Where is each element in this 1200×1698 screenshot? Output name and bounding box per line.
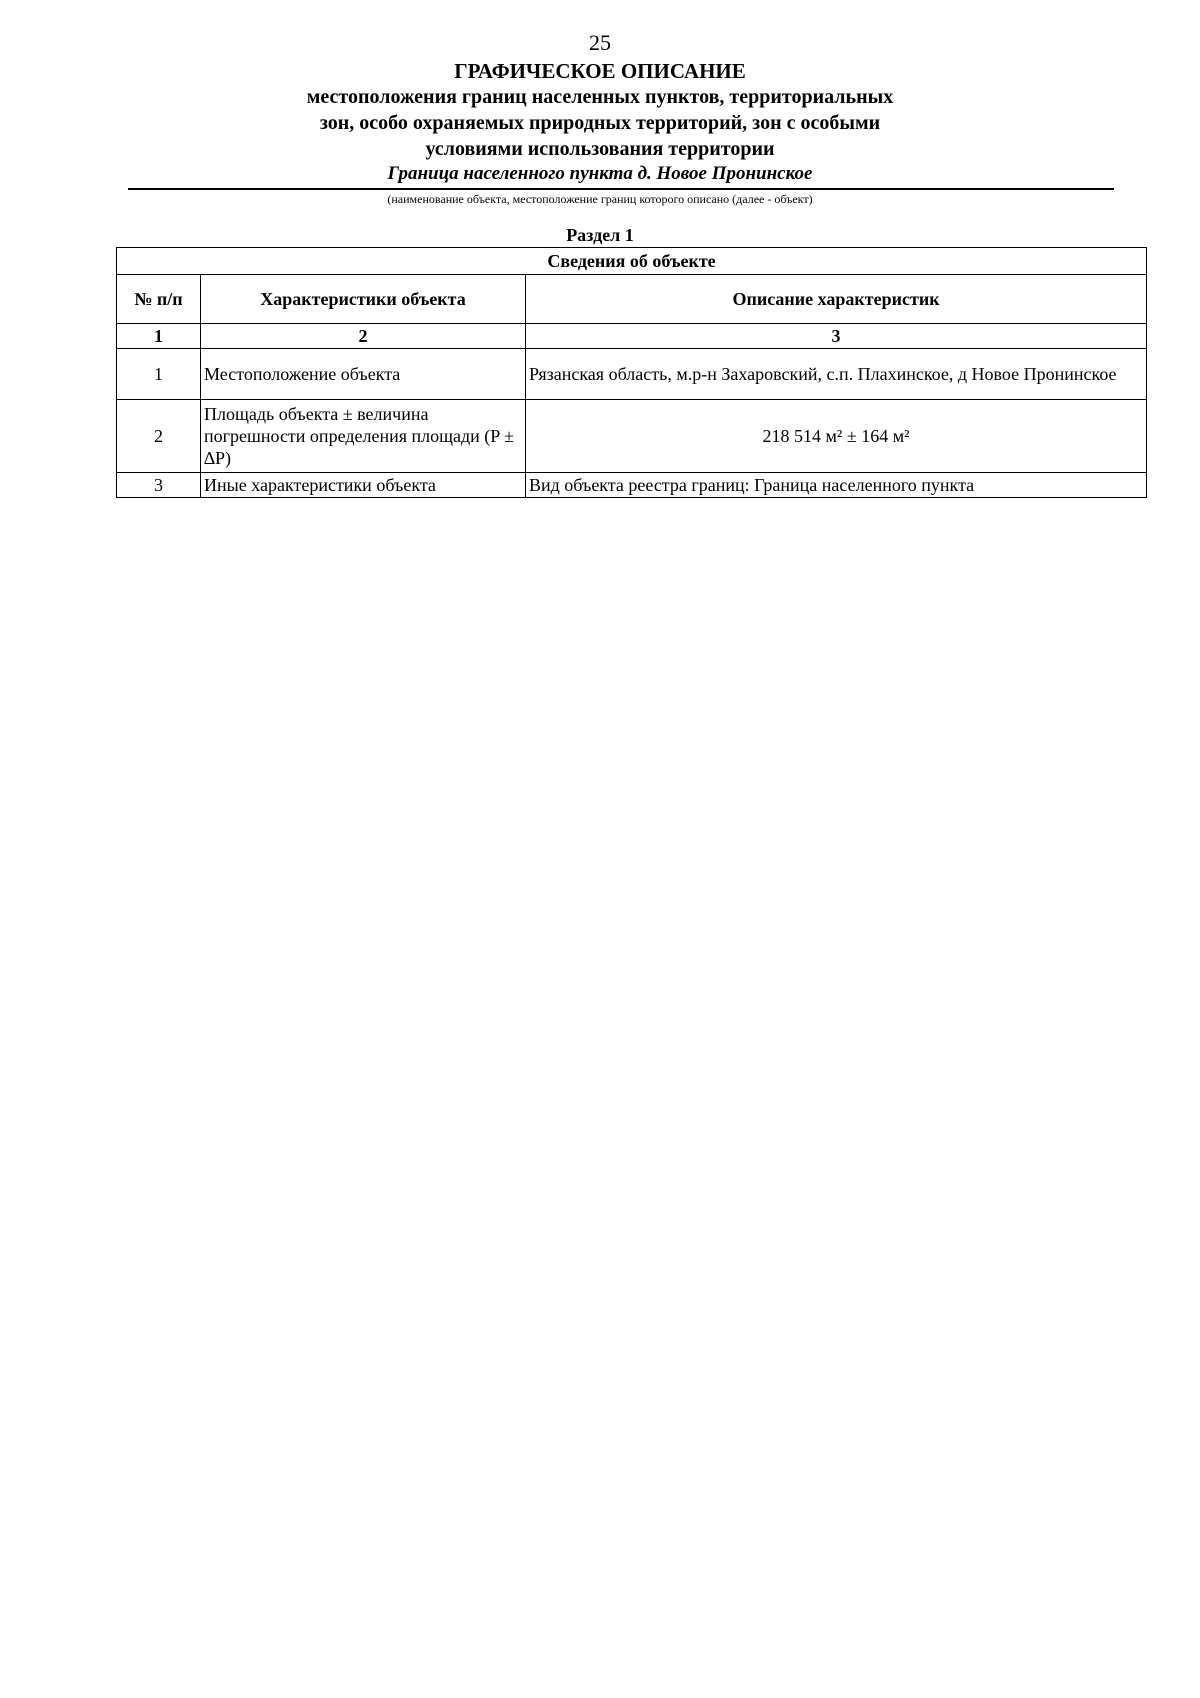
column-number: 1 <box>117 324 201 349</box>
page-number: 25 <box>589 30 611 55</box>
row-number: 3 <box>117 473 201 498</box>
document-subtitle-line: зон, особо охраняемых природных территорий, зон с особыми <box>319 112 881 134</box>
document-title: ГРАФИЧЕСКОЕ ОПИСАНИЕ <box>454 59 746 83</box>
row-description: Вид объекта реестра границ: Граница населенного пункта <box>526 473 1147 498</box>
object-info-table <box>116 247 1147 498</box>
row-characteristic: Иные характеристики объекта <box>201 473 526 498</box>
column-number: 3 <box>526 324 1147 349</box>
row-number: 2 <box>117 400 201 473</box>
object-name-underline <box>128 188 1114 190</box>
table-caption-row <box>117 248 1147 275</box>
column-header-num: № п/п <box>117 275 201 324</box>
row-description: 218 514 м² ± 164 м² <box>526 400 1147 473</box>
column-header-characteristic: Характеристики объекта <box>201 275 526 324</box>
table-caption: Сведения об объекте <box>117 248 1147 275</box>
table-row <box>117 349 1147 400</box>
table-row <box>117 400 1147 473</box>
object-name: Граница населенного пункта д. Новое Пронинское <box>387 163 813 184</box>
column-header-description: Описание характеристик <box>526 275 1147 324</box>
table-row <box>117 473 1147 498</box>
row-characteristic: Площадь объекта ± величина погрешности определения площади (P ± ∆P) <box>201 400 526 473</box>
row-characteristic: Местоположение объекта <box>201 349 526 400</box>
row-number: 1 <box>117 349 201 400</box>
document-heading <box>0 58 1200 162</box>
object-name-caption: (наименование объекта, местоположение границ которого описано (далее - объект) <box>387 192 813 206</box>
document-subtitle-line: местоположения границ населенных пунктов, территориальных <box>306 86 894 108</box>
row-description: Рязанская область, м.р-н Захаровский, с.п. Плахинское, д Новое Пронинское <box>526 349 1147 400</box>
document-subtitle-line: условиями использования территории <box>425 138 775 160</box>
column-numbers-row <box>117 324 1147 349</box>
column-number: 2 <box>201 324 526 349</box>
table-header-row <box>117 275 1147 324</box>
section-title: Раздел 1 <box>566 225 634 245</box>
